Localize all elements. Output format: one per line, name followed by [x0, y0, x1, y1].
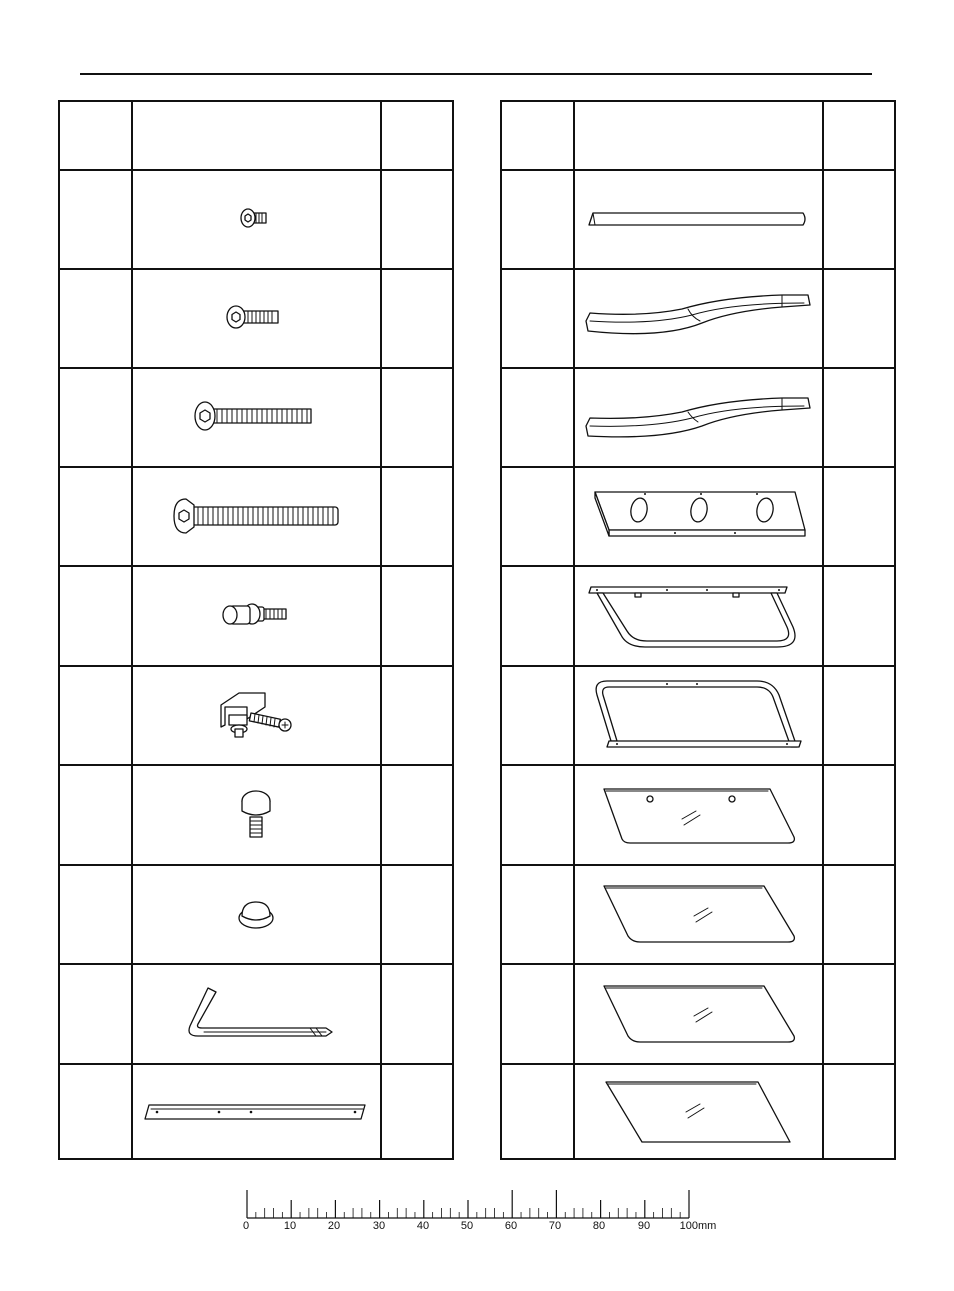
cap-icon	[226, 894, 286, 934]
part-row	[574, 864, 822, 963]
slotted-panel-icon	[585, 488, 811, 544]
part-row	[132, 765, 380, 864]
scale-label-60: 60	[504, 1220, 518, 1232]
curved-leg-right-icon	[582, 390, 814, 444]
small-hex-bolt-icon	[226, 199, 286, 239]
part-row	[132, 170, 380, 268]
medium-hex-bolt-icon	[216, 298, 296, 338]
part-row	[574, 170, 822, 268]
part-row	[574, 1063, 822, 1160]
part-row	[574, 964, 822, 1063]
part-row	[132, 467, 380, 565]
header-cell-id	[60, 102, 131, 169]
parts-table-right	[500, 100, 896, 1160]
curved-leg-left-icon	[582, 291, 814, 345]
part-row	[132, 964, 380, 1063]
part-row	[574, 665, 822, 764]
header-cell-qty	[382, 102, 454, 169]
part-row	[132, 368, 380, 466]
part-row	[574, 765, 822, 864]
scale-label-70: 70	[548, 1220, 562, 1232]
header-cell-qty	[824, 102, 896, 169]
part-row	[574, 368, 822, 466]
allen-key-icon	[176, 982, 336, 1046]
header-cell-part	[132, 102, 380, 169]
scale-label-40: 40	[416, 1220, 430, 1232]
glass-shelf-large-icon	[598, 880, 798, 948]
part-row	[132, 269, 380, 367]
hardware-table-left	[58, 100, 454, 1160]
glass-shelf-with-holes-icon	[598, 783, 798, 847]
scale-label-100mm: 100mm	[679, 1220, 717, 1232]
flat-head-bolt-icon	[166, 493, 346, 539]
scale-label-90: 90	[637, 1220, 651, 1232]
part-row	[574, 269, 822, 367]
header-cell-id	[502, 102, 573, 169]
scale-label-0: 0	[242, 1220, 250, 1232]
glass-shelf-medium-icon	[598, 980, 798, 1048]
shoulder-bolt-icon	[216, 593, 296, 639]
part-row	[132, 665, 380, 764]
scale-label-30: 30	[372, 1220, 386, 1232]
clamp-bracket-icon	[211, 685, 301, 745]
header-rule	[80, 73, 872, 75]
scale-label-20: 20	[327, 1220, 341, 1232]
lower-frame-icon	[587, 581, 809, 651]
scale-label-10: 10	[283, 1220, 297, 1232]
long-hex-bolt-icon	[191, 395, 321, 439]
rod-icon	[585, 207, 811, 231]
part-row	[574, 566, 822, 665]
part-row	[132, 1063, 380, 1160]
part-row	[132, 864, 380, 963]
scale-label-80: 80	[592, 1220, 606, 1232]
glass-shelf-small-icon	[600, 1076, 796, 1148]
header-cell-part	[574, 102, 822, 169]
scale-ruler	[240, 1184, 720, 1220]
thumb-screw-icon	[226, 783, 286, 847]
part-row	[132, 566, 380, 665]
measuring-scale	[240, 1184, 720, 1234]
part-row	[574, 467, 822, 565]
scale-label-50: 50	[460, 1220, 474, 1232]
metal-strip-icon	[143, 1097, 369, 1127]
upper-frame-icon	[587, 675, 809, 755]
